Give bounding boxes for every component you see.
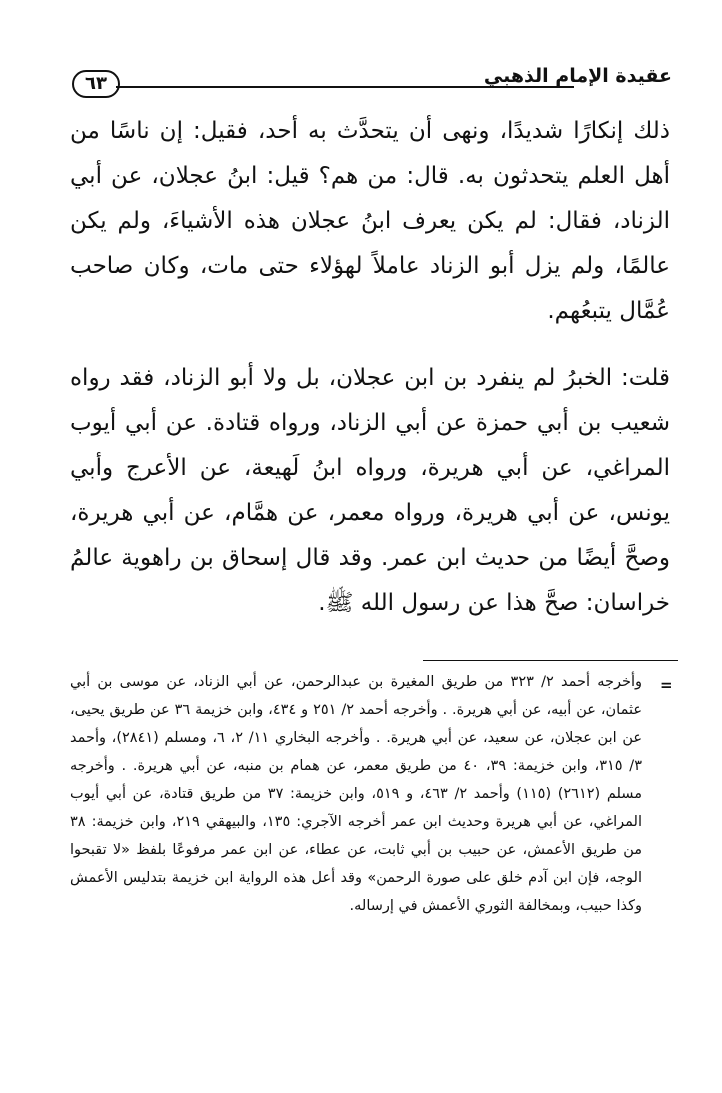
paragraph-1: ذلك إنكارًا شديدًا، ونهى أن يتحدَّث به أحد، فقيل: إن ناسًا من أهل العلم يتحدثون به. قال: من هم؟ قيل: ابنُ عجلان، عن أبي الزناد، فقال: لم يكن يعرف ابنُ عجلان هذه الأشياءَ، ولم يكن عالمًا، ولم يزل أبو الزناد عاملاً لهؤلاء حتى مات، وكان صاحب عُمَّال يتبعُهم. bbox=[70, 118, 670, 324]
footnote-separator bbox=[423, 660, 678, 661]
footnote-text: وأخرجه أحمد ٢/ ٣٢٣ من طريق المغيرة بن عبدالرحمن، عن أبي الزناد، عن موسى بن أبي عثمان، عن أبيه، عن أبي هريرة. . وأخرجه أحمد ٢/ ٢٥١ و ٤٣٤، وابن خزيمة ٣٦ عن طريق يحيى، عن ابن عجلان، عن سعيد، عن أبي هريرة. . وأخرجه البخاري ١١/ ٢، ٦، ومسلم (٢٨٤١)، وأحمد ٣/ ٣١٥، وابن خزيمة: ٣٩، ٤٠ من طريق معمر، عن همام بن منبه، عن أبي هريرة. . وأخرجه مسلم (٢٦١٢) (١١٥) وأحمد ٢/ ٤٦٣، و ٥١٩، وابن خزيمة: ٣٧ من طريق قتادة، عن أبي أيوب المراغي، عن أبي هريرة وحديث ابن عمر أخرجه الآجري: ١٣٥، والبيهقي ٢١٩، وابن خزيمة: ٣٨ من طريق الأعمش، عن حبيب بن أبي ثابت، عن عطاء، عن ابن عمر مرفوعًا بلفظ «لا تقبحوا الوجه، فإن ابن آدم خلق على صورة الرحمن» وقد أعل هذه الرواية ابن خزيمة بتدليس الأعمش وكذا حبيب، وبمخالفة الثوري الأعمش في إرساله. bbox=[70, 674, 643, 914]
running-title: عقيدة الإمام الذهبي bbox=[483, 65, 672, 87]
paragraph-2: قلت: الخبرُ لم ينفرد بن ابن عجلان، بل ولا أبو الزناد، فقد رواه شعيب بن أبي حمزة عن أبي الزناد، ورواه قتادة. عن أبي أيوب المراغي، عن أبي هريرة، ورواه ابنُ لَهيعة، عن الأعرج وأبي يونس، عن أبي هريرة، ورواه معمر، عن همَّام، عن أبي هريرة، وصحَّ أيضًا من حديث ابن عمر. وقد قال إسحاق بن راهوية عالمُ خراسان: صحَّ هذا عن رسول الله ﷺ. bbox=[70, 365, 670, 616]
main-text bbox=[70, 109, 670, 626]
page-number: ٦٣ bbox=[72, 70, 120, 98]
page-header bbox=[72, 62, 672, 96]
footnote-continuation-marker: = bbox=[660, 676, 673, 694]
